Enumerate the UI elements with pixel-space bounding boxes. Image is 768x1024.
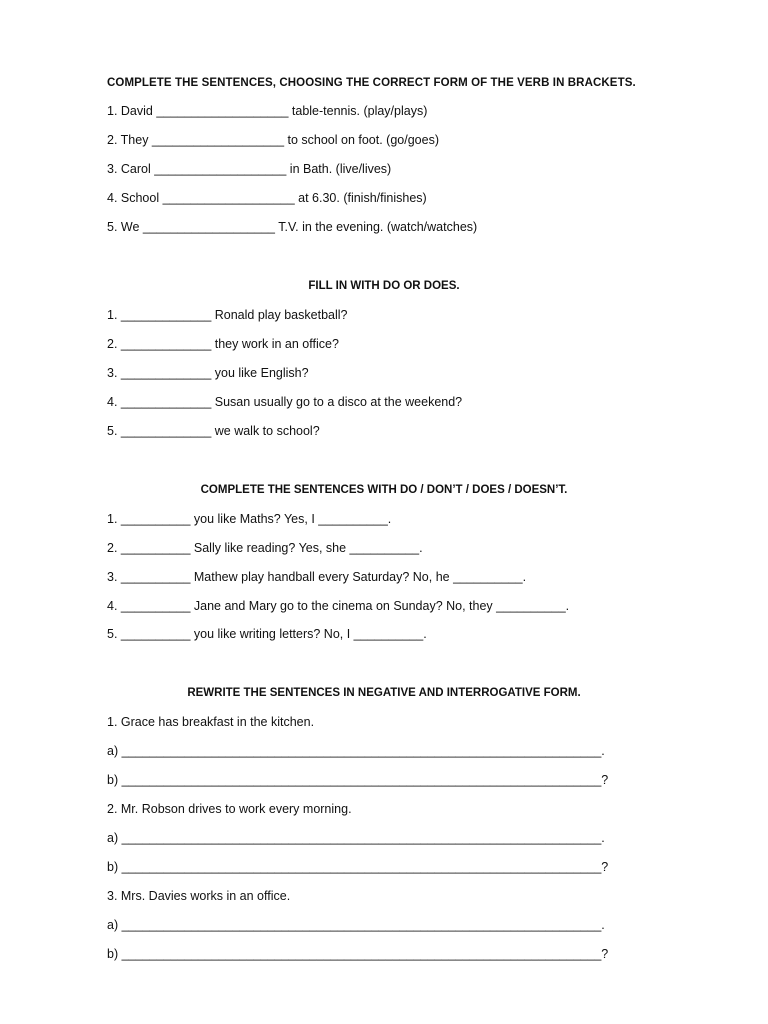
section1-heading: COMPLETE THE SENTENCES, CHOOSING THE CORRECT FORM OF THE VERB IN BRACKETS. [107, 77, 636, 89]
section2-item-4: 4. _____________ Susan usually go to a disco at the weekend? [107, 395, 463, 409]
section4-answer-1b: b) _____________________________________________________________________? [107, 773, 609, 787]
section3-item-3: 3. __________ Mathew play handball every Saturday? No, he __________. [107, 570, 527, 584]
section4-answer-1a: a) _____________________________________________________________________. [107, 744, 605, 758]
section3-item-1: 1. __________ you like Maths? Yes, I __________. [107, 512, 392, 526]
section2-heading: FILL IN WITH DO OR DOES. [308, 280, 460, 292]
section1-item-2: 2. They ___________________ to school on foot. (go/goes) [107, 133, 439, 147]
section2-item-5: 5. _____________ we walk to school? [107, 424, 320, 438]
section3-heading: COMPLETE THE SENTENCES WITH DO / DON’T / DOES / DOESN’T. [200, 484, 568, 496]
section4-sentence-2: 2. Mr. Robson drives to work every morning. [107, 802, 352, 816]
section4-heading: REWRITE THE SENTENCES IN NEGATIVE AND INTERROGATIVE FORM. [187, 687, 581, 699]
section2-item-3: 3. _____________ you like English? [107, 366, 309, 380]
section1-item-1: 1. David ___________________ table-tennis. (play/plays) [107, 104, 428, 118]
section4-answer-2a: a) _____________________________________________________________________. [107, 831, 605, 845]
section3-item-2: 2. __________ Sally like reading? Yes, she __________. [107, 541, 423, 555]
section2-item-1: 1. _____________ Ronald play basketball? [107, 308, 348, 322]
section1-item-5: 5. We ___________________ T.V. in the evening. (watch/watches) [107, 220, 478, 234]
section3-item-4: 4. __________ Jane and Mary go to the cinema on Sunday? No, they __________. [107, 599, 570, 613]
section1-item-3: 3. Carol ___________________ in Bath. (live/lives) [107, 162, 392, 176]
section4-answer-3b: b) _____________________________________________________________________? [107, 947, 609, 961]
section4-sentence-1: 1. Grace has breakfast in the kitchen. [107, 715, 315, 729]
section4-answer-2b: b) _____________________________________________________________________? [107, 860, 609, 874]
section2-item-2: 2. _____________ they work in an office? [107, 337, 339, 351]
section3-item-5: 5. __________ you like writing letters? No, I __________. [107, 627, 427, 641]
section1-item-4: 4. School ___________________ at 6.30. (finish/finishes) [107, 191, 427, 205]
section4-sentence-3: 3. Mrs. Davies works in an office. [107, 889, 291, 903]
section4-answer-3a: a) _____________________________________________________________________. [107, 918, 605, 932]
